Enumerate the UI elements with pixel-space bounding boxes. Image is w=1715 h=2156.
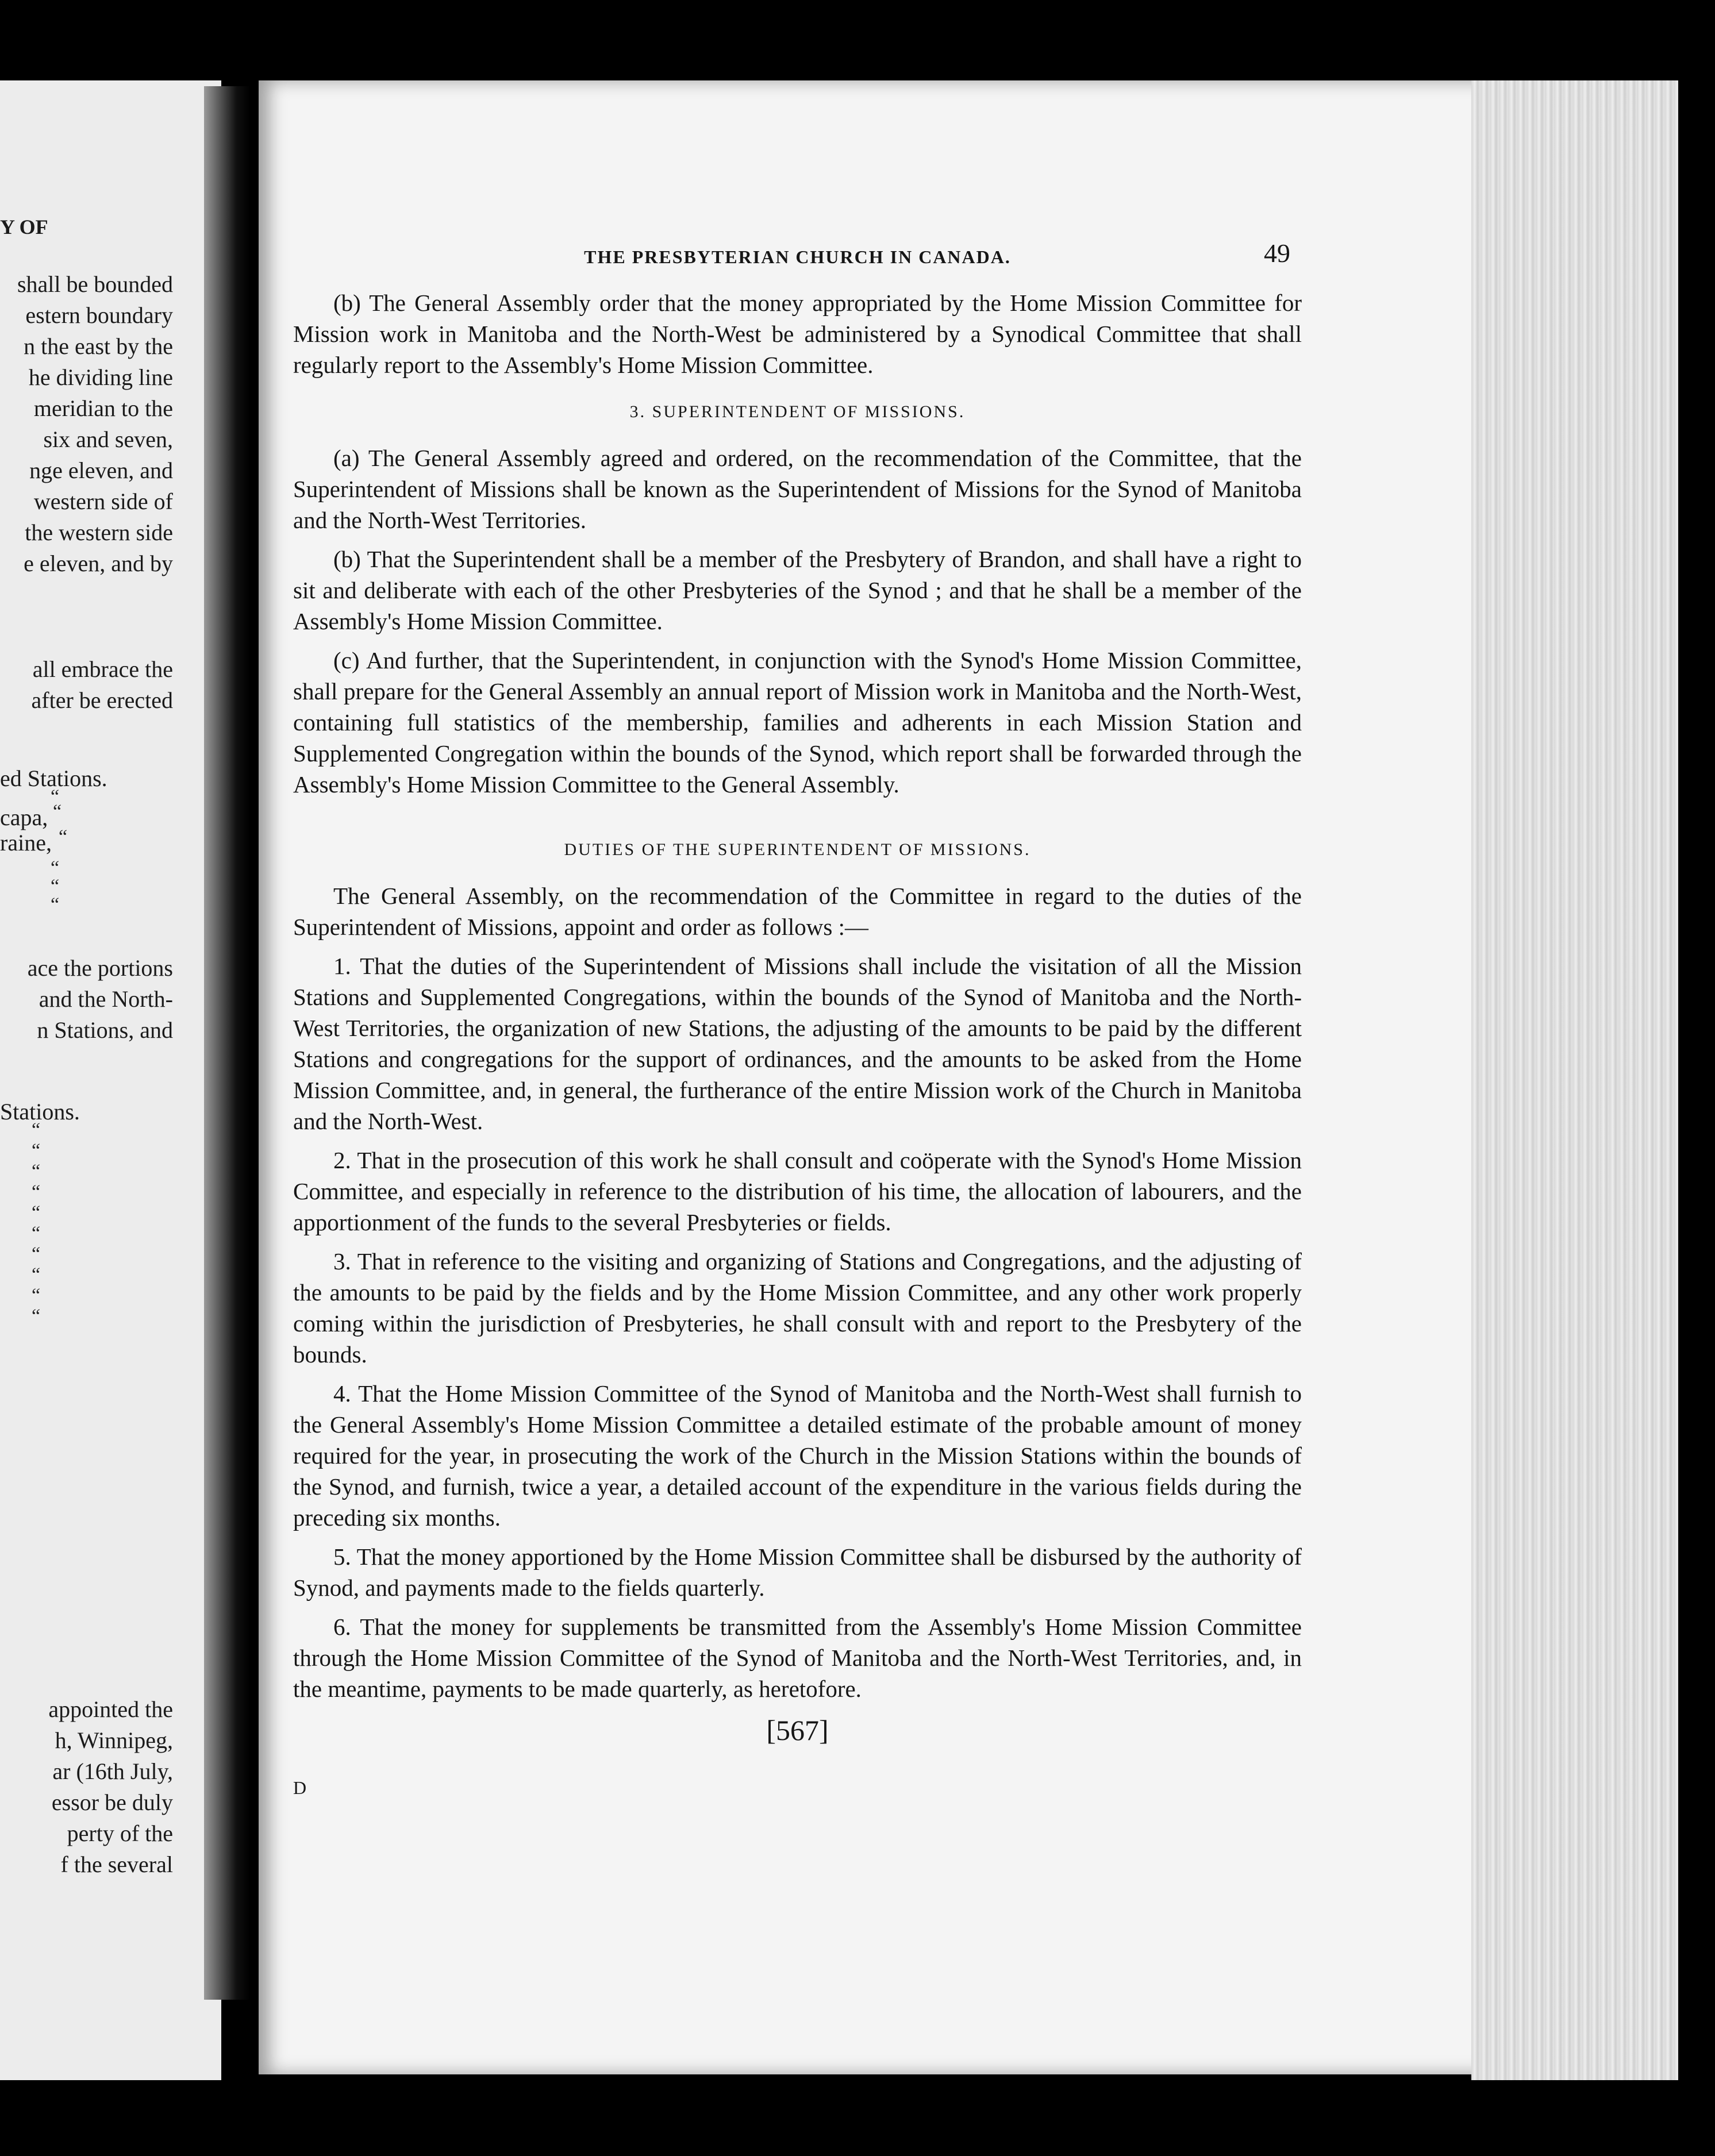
facing-line: capa, — [0, 804, 48, 830]
facing-line: ed Stations. — [0, 765, 107, 791]
running-head — [293, 238, 1302, 282]
facing-line: essor be duly — [51, 1789, 173, 1815]
ditto-mark: “ — [32, 1264, 41, 1285]
section-heading-superintendent: 3. SUPERINTENDENT OF MISSIONS. — [629, 402, 966, 421]
book-spine-shadow — [204, 86, 250, 2000]
facing-line: after be erected — [31, 687, 173, 713]
facing-line: nge eleven, and — [29, 457, 173, 483]
facing-line: shall be bounded — [17, 271, 173, 297]
paragraph-c-annual-report: (c) And further, that the Superintendent, in conjunction with the Synod's Home Mission Committee, shall prepare for the General Assembly an annual report of Mission work in Manitoba and the North-West, containing full statistics of the membership, families and adherents in each Mission Station and Supplemented Congregation within the bounds of the Synod, which report shall be forwarded through the Assembly's Home Mission Committee to the General Assembly. — [293, 647, 1302, 798]
facing-line: and the North- — [39, 986, 173, 1012]
facing-line: perty of the — [67, 1820, 173, 1846]
ditto-mark: “ — [51, 857, 60, 879]
facing-line: the western side — [25, 519, 173, 545]
paragraph-b-administration: (b) The General Assembly order that the money appropriated by the Home Mission Committee for Mission work in Manitoba and the North-West be administered by a Synodical Committee that shall regularly report to the Assembly's Home Mission Committee. — [293, 290, 1302, 378]
facing-line: ar (16th July, — [52, 1758, 173, 1784]
duties-intro: The General Assembly, on the recommendation of the Committee in regard to the duties of the Superintendent of Missions, appoint and order as follows :— — [293, 883, 1302, 940]
facing-line: n the east by the — [24, 333, 173, 359]
section-heading-duties: DUTIES OF THE SUPERINTENDENT OF MISSIONS. — [564, 840, 1031, 859]
ditto-mark: “ — [32, 1140, 41, 1161]
duty-item-5: 5. That the money apportioned by the Home Mission Committee shall be disbursed by the authority of Synod, and payments made to the fields quarterly. — [293, 1543, 1302, 1601]
duty-item-6: 6. That the money for supplements be transmitted from the Assembly's Home Mission Committee through the Home Mission Committee of the Synod of Manitoba and the North-West Territories, and, in the meantime, payments to be made quarterly, as heretofore. — [293, 1614, 1302, 1702]
facing-page-header: Y OF — [0, 215, 48, 238]
page-edges — [1471, 80, 1678, 2080]
paragraph-a-title: (a) The General Assembly agreed and ordered, on the recommendation of the Committee, that the Superintendent of Missions shall be known as the Superintendent of Missions for the Synod of Manitoba and the North-West Territories. — [293, 445, 1302, 533]
facing-line: western side of — [33, 488, 173, 514]
facing-line: six and seven, — [43, 426, 173, 452]
duty-item-2: 2. That in the prosecution of this work he shall consult and coöperate with the Synod's Home Mission Committee, and especially in reference to the distribution of his time, the allocation of labourers, and the apportionment of the funds to the several Presbyteries or fields. — [293, 1147, 1302, 1235]
ditto-mark: “ — [32, 1202, 41, 1223]
ditto-mark: “ — [32, 1306, 41, 1327]
ditto-mark: “ — [51, 786, 60, 807]
facing-line: all embrace the — [32, 656, 173, 682]
facing-line: f the several — [60, 1851, 173, 1877]
ditto-mark: “ — [32, 1285, 41, 1306]
ditto-mark: “ — [59, 826, 68, 848]
ditto-mark: “ — [32, 1161, 41, 1182]
facing-line: raine, — [0, 830, 52, 856]
folio-number: [567] — [766, 1714, 829, 1746]
facing-line: h, Winnipeg, — [55, 1727, 173, 1753]
facing-line: e eleven, and by — [24, 550, 173, 576]
facing-line: he dividing line — [28, 364, 173, 390]
facing-line: ace the portions — [27, 955, 173, 981]
facing-line: Stations. — [0, 1099, 80, 1125]
ditto-mark: “ — [32, 1223, 41, 1244]
facing-line: n Stations, and — [37, 1017, 173, 1043]
facing-line: estern boundary — [25, 302, 173, 328]
facing-line: meridian to the — [33, 395, 173, 421]
ditto-mark: “ — [51, 876, 60, 897]
paragraph-b-membership: (b) That the Superintendent shall be a member of the Presbytery of Brandon, and shall have a right to sit and deliberate with each of the other Presbyteries of the Synod ; and that he shall be a member of the Assembly's Home Mission Committee. — [293, 546, 1302, 634]
duty-item-4: 4. That the Home Mission Committee of the Synod of Manitoba and the North-West shall furnish to the General Assembly's Home Mission Committee a detailed estimate of the probable amount of money required for the year, in prosecuting the work of the Church in the Mission Stations within the bounds of the Synod, and furnish, twice a year, a detailed account of the expenditure in the various fields during the preceding six months. — [293, 1380, 1302, 1531]
page-number: 49 — [1264, 238, 1290, 268]
page-content — [293, 238, 1302, 1798]
duty-item-3: 3. That in reference to the visiting and organizing of Stations and Congregations, and the adjusting of the amounts to be paid by the fields and by the Home Mission Committee, and any other work properly coming within the jurisdiction of Presbyteries, he shall consult with and report to the Presbytery of the bounds. — [293, 1248, 1302, 1368]
signature-mark: D — [293, 1777, 307, 1798]
facing-page — [0, 80, 221, 2080]
duty-item-1: 1. That the duties of the Superintendent of Missions shall include the visitation of all the Mission Stations and Supplemented Congregations, within the bounds of the Synod of Manitoba and the North-West Territories, the organization of new Stations, the adjusting of the amounts to be paid by the different Stations and congregations for the support of ordinances, and the amounts to be asked from the Home Mission Committee, and, in general, the furtherance of the entire Mission work of the Church in Manitoba and the North-West. — [293, 953, 1302, 1134]
ditto-mark: “ — [32, 1119, 41, 1141]
ditto-mark: “ — [32, 1243, 41, 1265]
ditto-mark: “ — [53, 801, 62, 822]
facing-line: appointed the — [48, 1696, 173, 1722]
running-title: THE PRESBYTERIAN CHURCH IN CANADA. — [584, 247, 1011, 267]
ditto-mark: “ — [32, 1181, 41, 1203]
ditto-mark: “ — [51, 894, 60, 915]
